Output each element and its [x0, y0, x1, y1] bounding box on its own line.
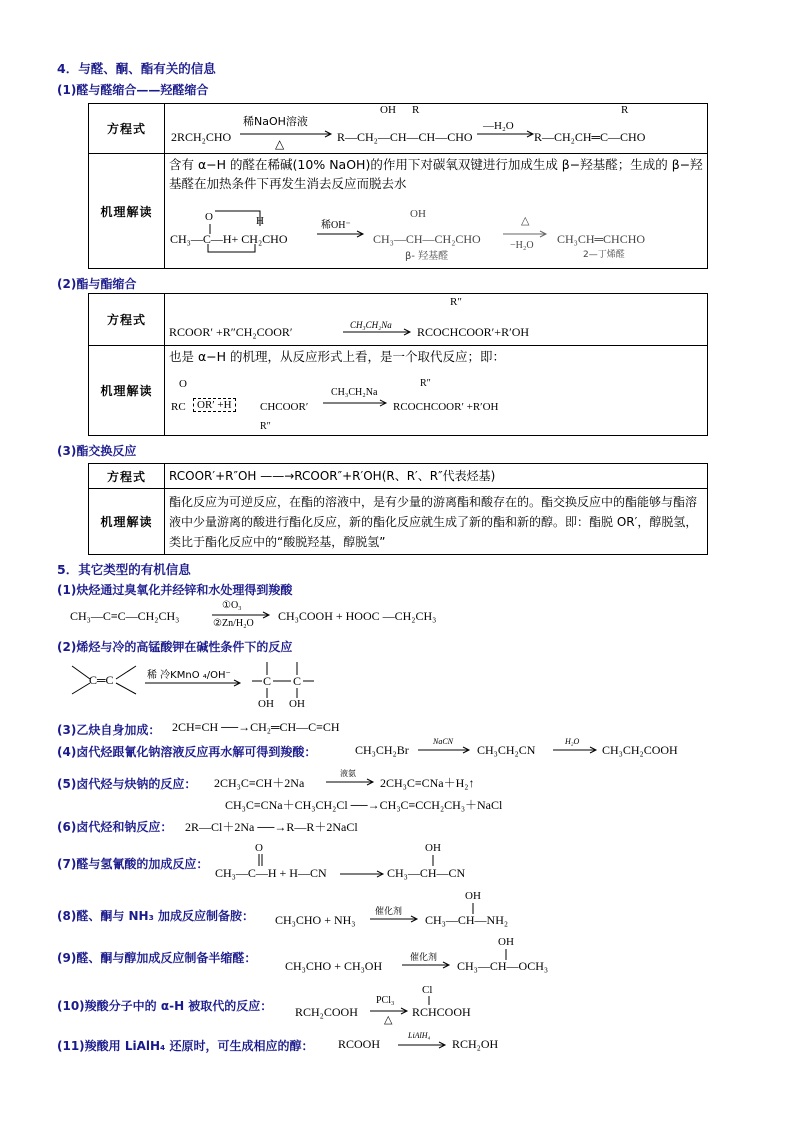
item10-cond-top: PCl₃ [376, 995, 395, 1006]
item9-title: (9)醛、酮与醇加成反应制备半缩醛： [57, 951, 257, 965]
transester-mechanism-cell [165, 489, 708, 555]
aldol-eq-label: 方程式 [89, 104, 165, 154]
aldol-mech-box [200, 206, 285, 256]
aldol-mech-label: 机理解读 [89, 154, 165, 269]
transester-equation-cell [165, 464, 708, 489]
aldol-arrow-2 [477, 129, 537, 139]
item11-lhs: RCOOH [338, 1037, 381, 1051]
ester-eq-label: 方程式 [89, 294, 165, 346]
item2-alkene: C═C [89, 673, 114, 687]
item10-lhs: RCH₂COOH [295, 1005, 358, 1019]
aldol-mech-h: H [256, 215, 264, 227]
item2-c2: C [293, 674, 302, 688]
aldol-product2: R—CH₂CH═C—CHO [534, 130, 646, 144]
item4-r2: CH₃CH₂CN [477, 743, 536, 757]
aldol-mech-text: 含有 α−H 的醛在稀碱(10% NaOH)的作用下对碳氧双键进行加成生成 β−羟基醛；生成的 β−羟基醛在加热条件下再发生消去反应而脱去水 [169, 157, 703, 191]
transester-mech-text: 酯化反应为可逆反应，在酯的溶液中，是有少量的游离酯和酸存在的。酯交换反应中的酯能够与酯溶液中少量游离的酸进行酯化反应，新的酯化反应就生成了新的酯和新的醇。即：酯脱 OR′，醇脱氢，类比于酯化反应中的“酸脱羟基，醇脱氢” [169, 494, 698, 549]
aldol-title: (1)醛与醛缩合——羟醛缩合 [57, 83, 209, 97]
item10-cond-bottom: △ [384, 1014, 393, 1026]
item11-rhs: RCH₂OH [452, 1037, 499, 1051]
aldol-mech-left: CH₃—C—H+ CH₂CHO [170, 232, 288, 246]
item8-lhs: CH₃CHO + NH₃ [275, 913, 356, 927]
section-4-title: 4．与醛、酮、酯有关的信息 [57, 61, 216, 76]
aldol-mech-prod2: CH₃CH═CHCHO [557, 232, 646, 246]
item7-oh: OH [425, 842, 441, 854]
aldol-cond-bottom: △ [275, 137, 285, 151]
aldol-table [88, 103, 708, 269]
item7-lhs: CH₃—C—H + H—CN [215, 866, 327, 880]
aldol-mech-cond: 稀OH⁻ [321, 220, 351, 231]
item4-c2: H₂O [565, 737, 580, 746]
item4-c1: NaCN [433, 737, 454, 746]
item7-arrow [340, 869, 388, 879]
ester-r2: R″ [450, 296, 462, 308]
aldol-mech-prod1: CH₃—CH—CH₂CHO [373, 232, 481, 246]
ester-mech-r2: R″ [260, 421, 271, 432]
transester-table [88, 463, 708, 555]
transester-equation: RCOOR′+R″OH ——→RCOOR″+R′OH(R、R′、R″代表烃基) [169, 468, 496, 483]
item1-cond-top: ①O₃ [222, 600, 242, 611]
aldol-product2-r: R [621, 104, 629, 116]
ester-equation-cell [165, 294, 708, 346]
item7-title: (7)醛与氢氰酸的加成反应： [57, 857, 209, 871]
item10-rhs: RCHCOOH [412, 1005, 471, 1019]
item9-lhs: CH₃CHO + CH₃OH [285, 959, 383, 973]
item1-product: CH₃COOH + HOOC —CH₂CH₃ [278, 609, 437, 623]
item2-oh1: OH [258, 698, 274, 710]
item3-eq: 2CH≡CH ──→CH₂═CH—C≡CH [172, 720, 340, 734]
ester-title: (2)酯与酯缩合 [57, 277, 137, 291]
ester-mech-prod: RCOCHCOOR′ +R′OH [393, 401, 499, 413]
item2-c1: C [263, 674, 272, 688]
aldol-mech-prod2-label: 2—丁烯醛 [583, 250, 625, 260]
ester-mechanism-cell [165, 346, 708, 436]
aldol-cond-top: 稀NaOH溶液 [243, 115, 308, 128]
ester-cond: CH₃CH₂Na [350, 320, 392, 330]
transester-eq-label: 方程式 [89, 464, 165, 489]
item8-arrow [370, 914, 422, 924]
item2-arrow [145, 678, 245, 688]
item9-oh: OH [498, 936, 514, 948]
item5-eq1-right: 2CH₃C≡CNa＋H₂↑ [380, 776, 475, 790]
item1-cond-bottom: ②Zn/H₂O [213, 618, 254, 629]
item7-rhs: CH₃—CH—CN [387, 866, 466, 880]
aldol-mech-prod1-label: β- 羟基醛 [405, 251, 449, 262]
aldol-minus-water: —H₂O [483, 120, 514, 132]
item7-o: O [255, 842, 263, 854]
item4-arrow-2 [553, 745, 601, 755]
aldol-reactant: 2RCH₂CHO [171, 130, 232, 144]
aldol-mechanism-cell [165, 154, 708, 269]
transester-title: (3)酯交换反应 [57, 444, 137, 458]
ester-product: RCOCHCOOR′+R′OH [417, 325, 530, 339]
item11-arrow [398, 1040, 450, 1050]
item8-title: (8)醛、酮与 NH₃ 加成反应制备胺： [57, 909, 255, 923]
ester-mech-label: 机理解读 [89, 346, 165, 436]
ester-mech-box: OR′ +H [193, 398, 236, 412]
aldol-r: R [412, 104, 420, 116]
aldol-mech-o: O [205, 211, 213, 223]
ester-mech-rest: CHCOOR′ [260, 401, 309, 413]
ester-table [88, 293, 708, 436]
item11-cond: LiAlH₄ [408, 1031, 431, 1040]
item8-cond: 催化剂 [375, 907, 403, 917]
ester-mech-o: O [179, 378, 187, 390]
transester-mech-label: 机理解读 [89, 489, 165, 555]
item3-title: (3)乙炔自身加成： [57, 723, 161, 737]
item4-arrow-1 [418, 745, 474, 755]
ester-mech-arrow [323, 398, 391, 408]
item4-r1: CH₃CH₂Br [355, 743, 409, 757]
aldol-mech-arrow-1 [317, 229, 367, 239]
item2-oh2: OH [289, 698, 305, 710]
ester-mech-cond: CH₃CH₂Na [331, 387, 378, 398]
item10-cl: Cl [422, 984, 433, 996]
aldol-mech-delta: △ [521, 215, 530, 227]
item9-cond: 催化剂 [410, 953, 438, 963]
item8-oh: OH [465, 890, 481, 902]
item9-rhs: CH₃—CH—OCH₃ [457, 959, 549, 973]
item5-eq2: CH₃C≡CNa＋CH₃CH₂Cl ──→CH₃C≡CCH₂CH₃＋NaCl [225, 798, 503, 812]
item2-cond: 稀 冷KMnO ₄/OH⁻ [147, 670, 231, 681]
ester-mech-prod-r2: R″ [420, 378, 431, 389]
ester-mech-text: 也是 α−H 的机理，从反应形式上看，是一个取代反应；即： [169, 349, 506, 364]
item9-arrow [402, 960, 454, 970]
ester-equation: RCOOR′ +R″CH₂COOR′ [169, 325, 293, 339]
item1-reactant: CH₃—C≡C—CH₂CH₃ [70, 609, 180, 623]
aldol-product1: R—CH₂—CH—CH—CHO [337, 130, 473, 144]
item5-title: (5)卤代烃与炔钠的反应： [57, 777, 197, 791]
item8-rhs: CH₃—CH—NH₂ [425, 913, 509, 927]
aldol-mech-minus-water: −H₂O [510, 240, 534, 251]
item5-eq1-cond: 液氨 [340, 769, 356, 778]
item4-title: (4)卤代烃跟氰化钠溶液反应再水解可得到羧酸： [57, 745, 317, 759]
item4-product: CH₃CH₂COOH [602, 743, 678, 757]
item6-eq: 2R—Cl＋2Na ──→R—R＋2NaCl [185, 820, 358, 834]
aldol-equation-cell [165, 104, 708, 154]
aldol-arrow-1 [240, 129, 335, 139]
item6-title: (6)卤代烃和钠反应： [57, 820, 173, 834]
item10-title: (10)羧酸分子中的 α-H 被取代的反应： [57, 999, 273, 1013]
item5-arrow [326, 777, 378, 787]
item11-title: (11)羧酸用 LiAlH₄ 还原时，可生成相应的醇： [57, 1039, 314, 1053]
ester-arrow [343, 327, 415, 337]
section-5-title: 5．其它类型的有机信息 [57, 562, 191, 577]
aldol-mech-oh: OH [410, 208, 426, 220]
item5-eq1-left: 2CH₃C≡CH＋2Na [214, 776, 305, 790]
item1-title: (1)炔烃通过臭氧化并经锌和水处理得到羧酸 [57, 583, 293, 597]
aldol-mech-arrow-2 [503, 229, 551, 239]
aldol-oh: OH [380, 104, 396, 116]
item2-title: (2)烯烃与冷的高锰酸钾在碱性条件下的反应 [57, 640, 293, 654]
ester-mech-rc: RC [171, 401, 186, 413]
